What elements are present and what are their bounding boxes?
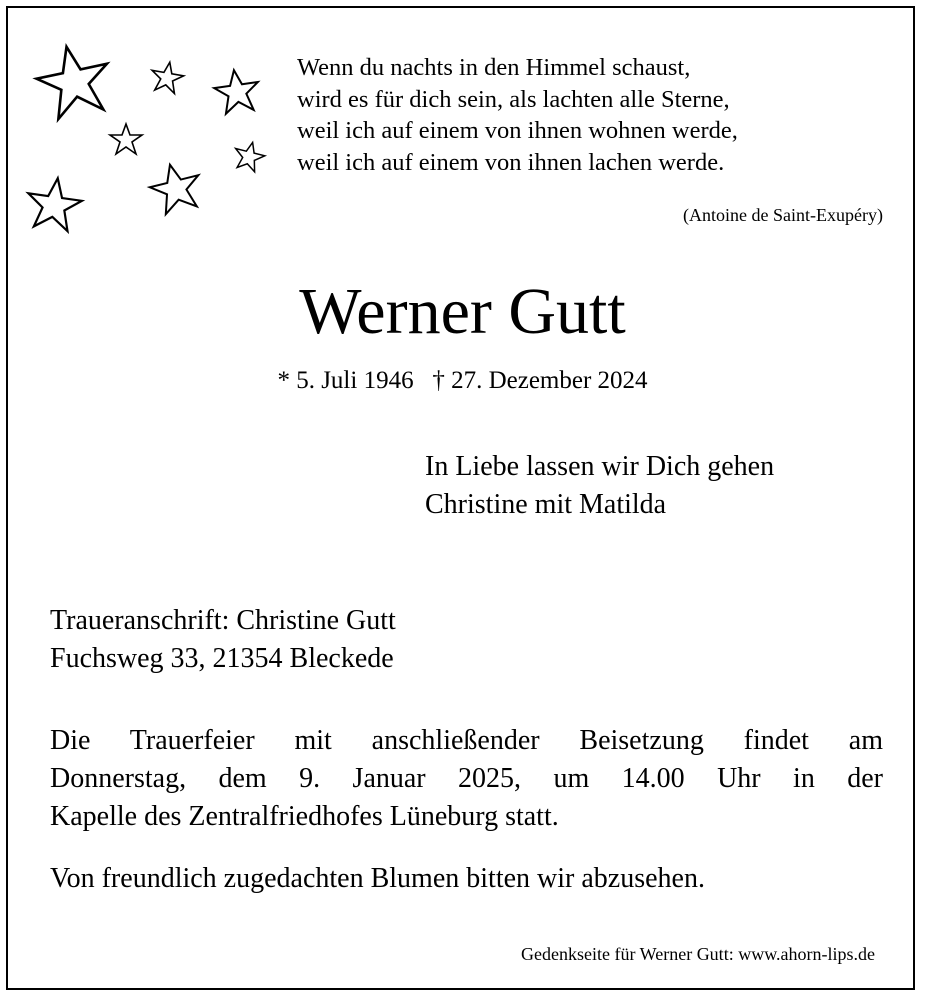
star-icon [108, 122, 144, 158]
mourning-address [50, 602, 396, 678]
quote-line: Wenn du nachts in den Himmel schaust, [297, 54, 691, 81]
family-note-line: Christine mit Matilda [425, 489, 667, 520]
ceremony-line: Donnerstag, dem 9. Januar 2025, um 14.00 Uhr in der [50, 763, 883, 794]
flowers-note: Von freundlich zugedachten Blumen bitten wir abzusehen. [50, 863, 705, 894]
family-note [425, 448, 774, 524]
star-icon [212, 68, 262, 116]
quote [297, 52, 887, 178]
quote-line: weil ich auf einem von ihnen wohnen werde, [297, 117, 738, 144]
life-dates: * 5. Juli 1946 † 27. Dezember 2024 [277, 367, 648, 394]
ceremony-line: Kapelle des Zentralfriedhofes Lüneburg statt. [50, 801, 559, 832]
ceremony-line: Die Trauerfeier mit anschließender Beisetzung findet am [50, 725, 883, 756]
ceremony-info [50, 722, 883, 836]
star-icon [232, 140, 266, 174]
star-icon [148, 60, 186, 96]
star-icon [148, 162, 204, 216]
quote-author: (Antoine de Saint-Exupéry) [683, 205, 883, 225]
quote-line: weil ich auf einem von ihnen lachen werde. [297, 148, 725, 176]
deceased-name: Werner Gutt [299, 275, 626, 348]
star-icon [24, 176, 84, 234]
family-note-line: In Liebe lassen wir Dich gehen [425, 451, 775, 482]
quote-line: wird es für dich sein, als lachten alle Sterne, [297, 85, 730, 113]
address-line: Fuchsweg 33, 21354 Bleckede [50, 643, 394, 674]
memorial-page-link[interactable]: Gedenkseite für Werner Gutt: www.ahorn-lips.de [521, 944, 875, 964]
star-decoration [20, 38, 280, 248]
star-icon-large [34, 44, 114, 120]
address-line: Traueranschrift: Christine Gutt [50, 605, 396, 636]
